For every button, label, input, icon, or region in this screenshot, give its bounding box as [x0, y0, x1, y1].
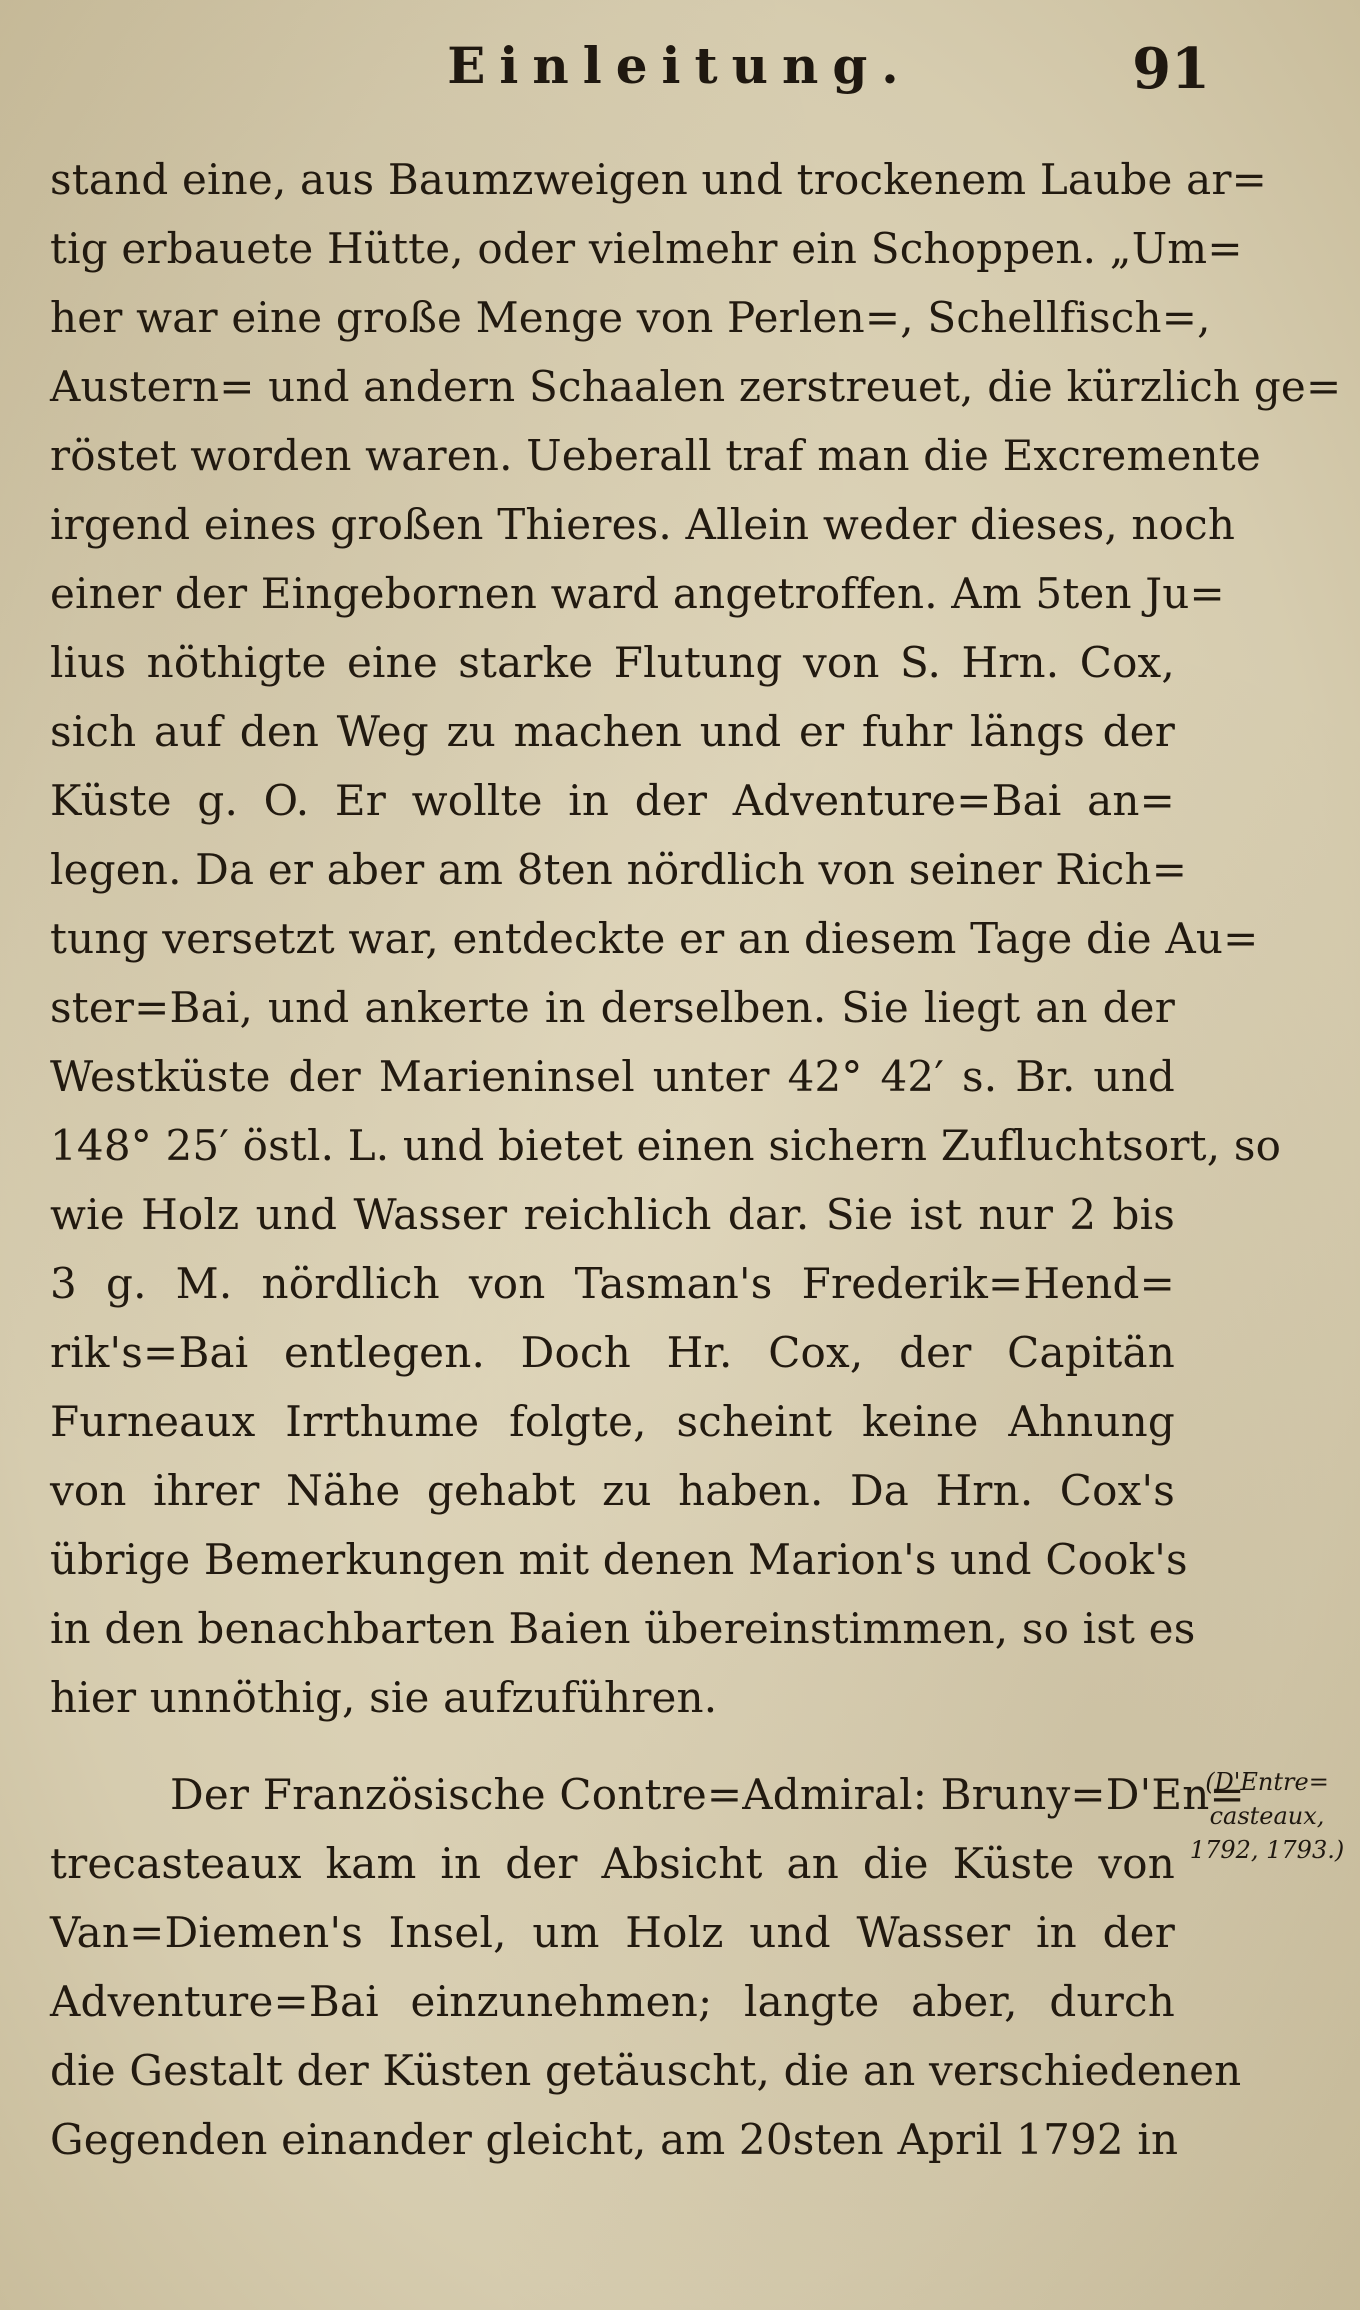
text-line: tig erbauete Hütte, oder vielmehr ein Schoppen. „Um=	[50, 224, 1243, 273]
text-line: von ihrer Nähe gehabt zu haben. Da Hrn. Cox's	[50, 1466, 1175, 1515]
text-line: in den benachbarten Baien übereinstimmen, so ist es	[50, 1604, 1196, 1653]
text-line: tung versetzt war, entdeckte er an diesem Tage die Au=	[50, 914, 1259, 963]
running-title: Einleitung.	[447, 36, 913, 95]
paragraph-1	[50, 145, 1342, 1732]
text-line: Austern= und andern Schaalen zerstreuet, die kürzlich ge=	[50, 362, 1342, 411]
text-line: wie Holz und Wasser reichlich dar. Sie ist nur 2 bis	[50, 1190, 1175, 1239]
text-line: Gegenden einander gleicht, am 20sten April 1792 in	[50, 2115, 1179, 2164]
text-line: Adventure=Bai einzunehmen; langte aber, durch	[50, 1977, 1175, 2026]
text-line: hier unnöthig, sie aufzuführen.	[50, 1673, 718, 1722]
page-number: 91	[1132, 36, 1210, 102]
text-line: röstet worden waren. Ueberall traf man die Excremente	[50, 431, 1261, 480]
text-line: die Gestalt der Küsten getäuscht, die an verschiedenen	[50, 2046, 1242, 2095]
text-line: her war eine große Menge von Perlen=, Schellfisch=,	[50, 293, 1211, 342]
margin-note-line: casteaux,	[1209, 1802, 1325, 1830]
text-line: übrige Bemerkungen mit denen Marion's und Cook's	[50, 1535, 1188, 1584]
text-line: stand eine, aus Baumzweigen und trockenem Laube ar=	[50, 155, 1268, 204]
text-line: trecasteaux kam in der Absicht an die Küste von	[50, 1839, 1175, 1888]
margin-note-line: 1792, 1793.)	[1189, 1836, 1345, 1864]
text-line: 148° 25′ östl. L. und bietet einen sichern Zufluchtsort, so	[50, 1121, 1282, 1170]
margin-note-line: (D'Entre=	[1205, 1768, 1329, 1796]
text-line: 3 g. M. nördlich von Tasman's Frederik=Hend=	[50, 1259, 1175, 1308]
text-line: Furneaux Irrthume folgte, scheint keine Ahnung	[50, 1397, 1175, 1446]
text-line: ster=Bai, und ankerte in derselben. Sie liegt an der	[50, 983, 1175, 1032]
text-line: einer der Eingebornen ward angetroffen. Am 5ten Ju=	[50, 569, 1225, 618]
text-line: Van=Diemen's Insel, um Holz und Wasser in der	[50, 1908, 1175, 1957]
margin-note	[1182, 1765, 1352, 1867]
text-line: rik's=Bai entlegen. Doch Hr. Cox, der Capitän	[50, 1328, 1175, 1377]
text-line: sich auf den Weg zu machen und er fuhr längs der	[50, 707, 1175, 756]
page-header	[0, 28, 1360, 118]
paragraph-2	[50, 1760, 1245, 2174]
text-line: Westküste der Marieninsel unter 42° 42′ s. Br. und	[50, 1052, 1175, 1101]
text-line: legen. Da er aber am 8ten nördlich von seiner Rich=	[50, 845, 1188, 894]
text-line: irgend eines großen Thieres. Allein weder dieses, noch	[50, 500, 1236, 549]
text-line: Der Französische Contre=Admiral: Bruny=D'En=	[170, 1770, 1245, 1819]
text-line: lius nöthigte eine starke Flutung von S. Hrn. Cox,	[50, 638, 1175, 687]
text-line: Küste g. O. Er wollte in der Adventure=Bai an=	[50, 776, 1175, 825]
